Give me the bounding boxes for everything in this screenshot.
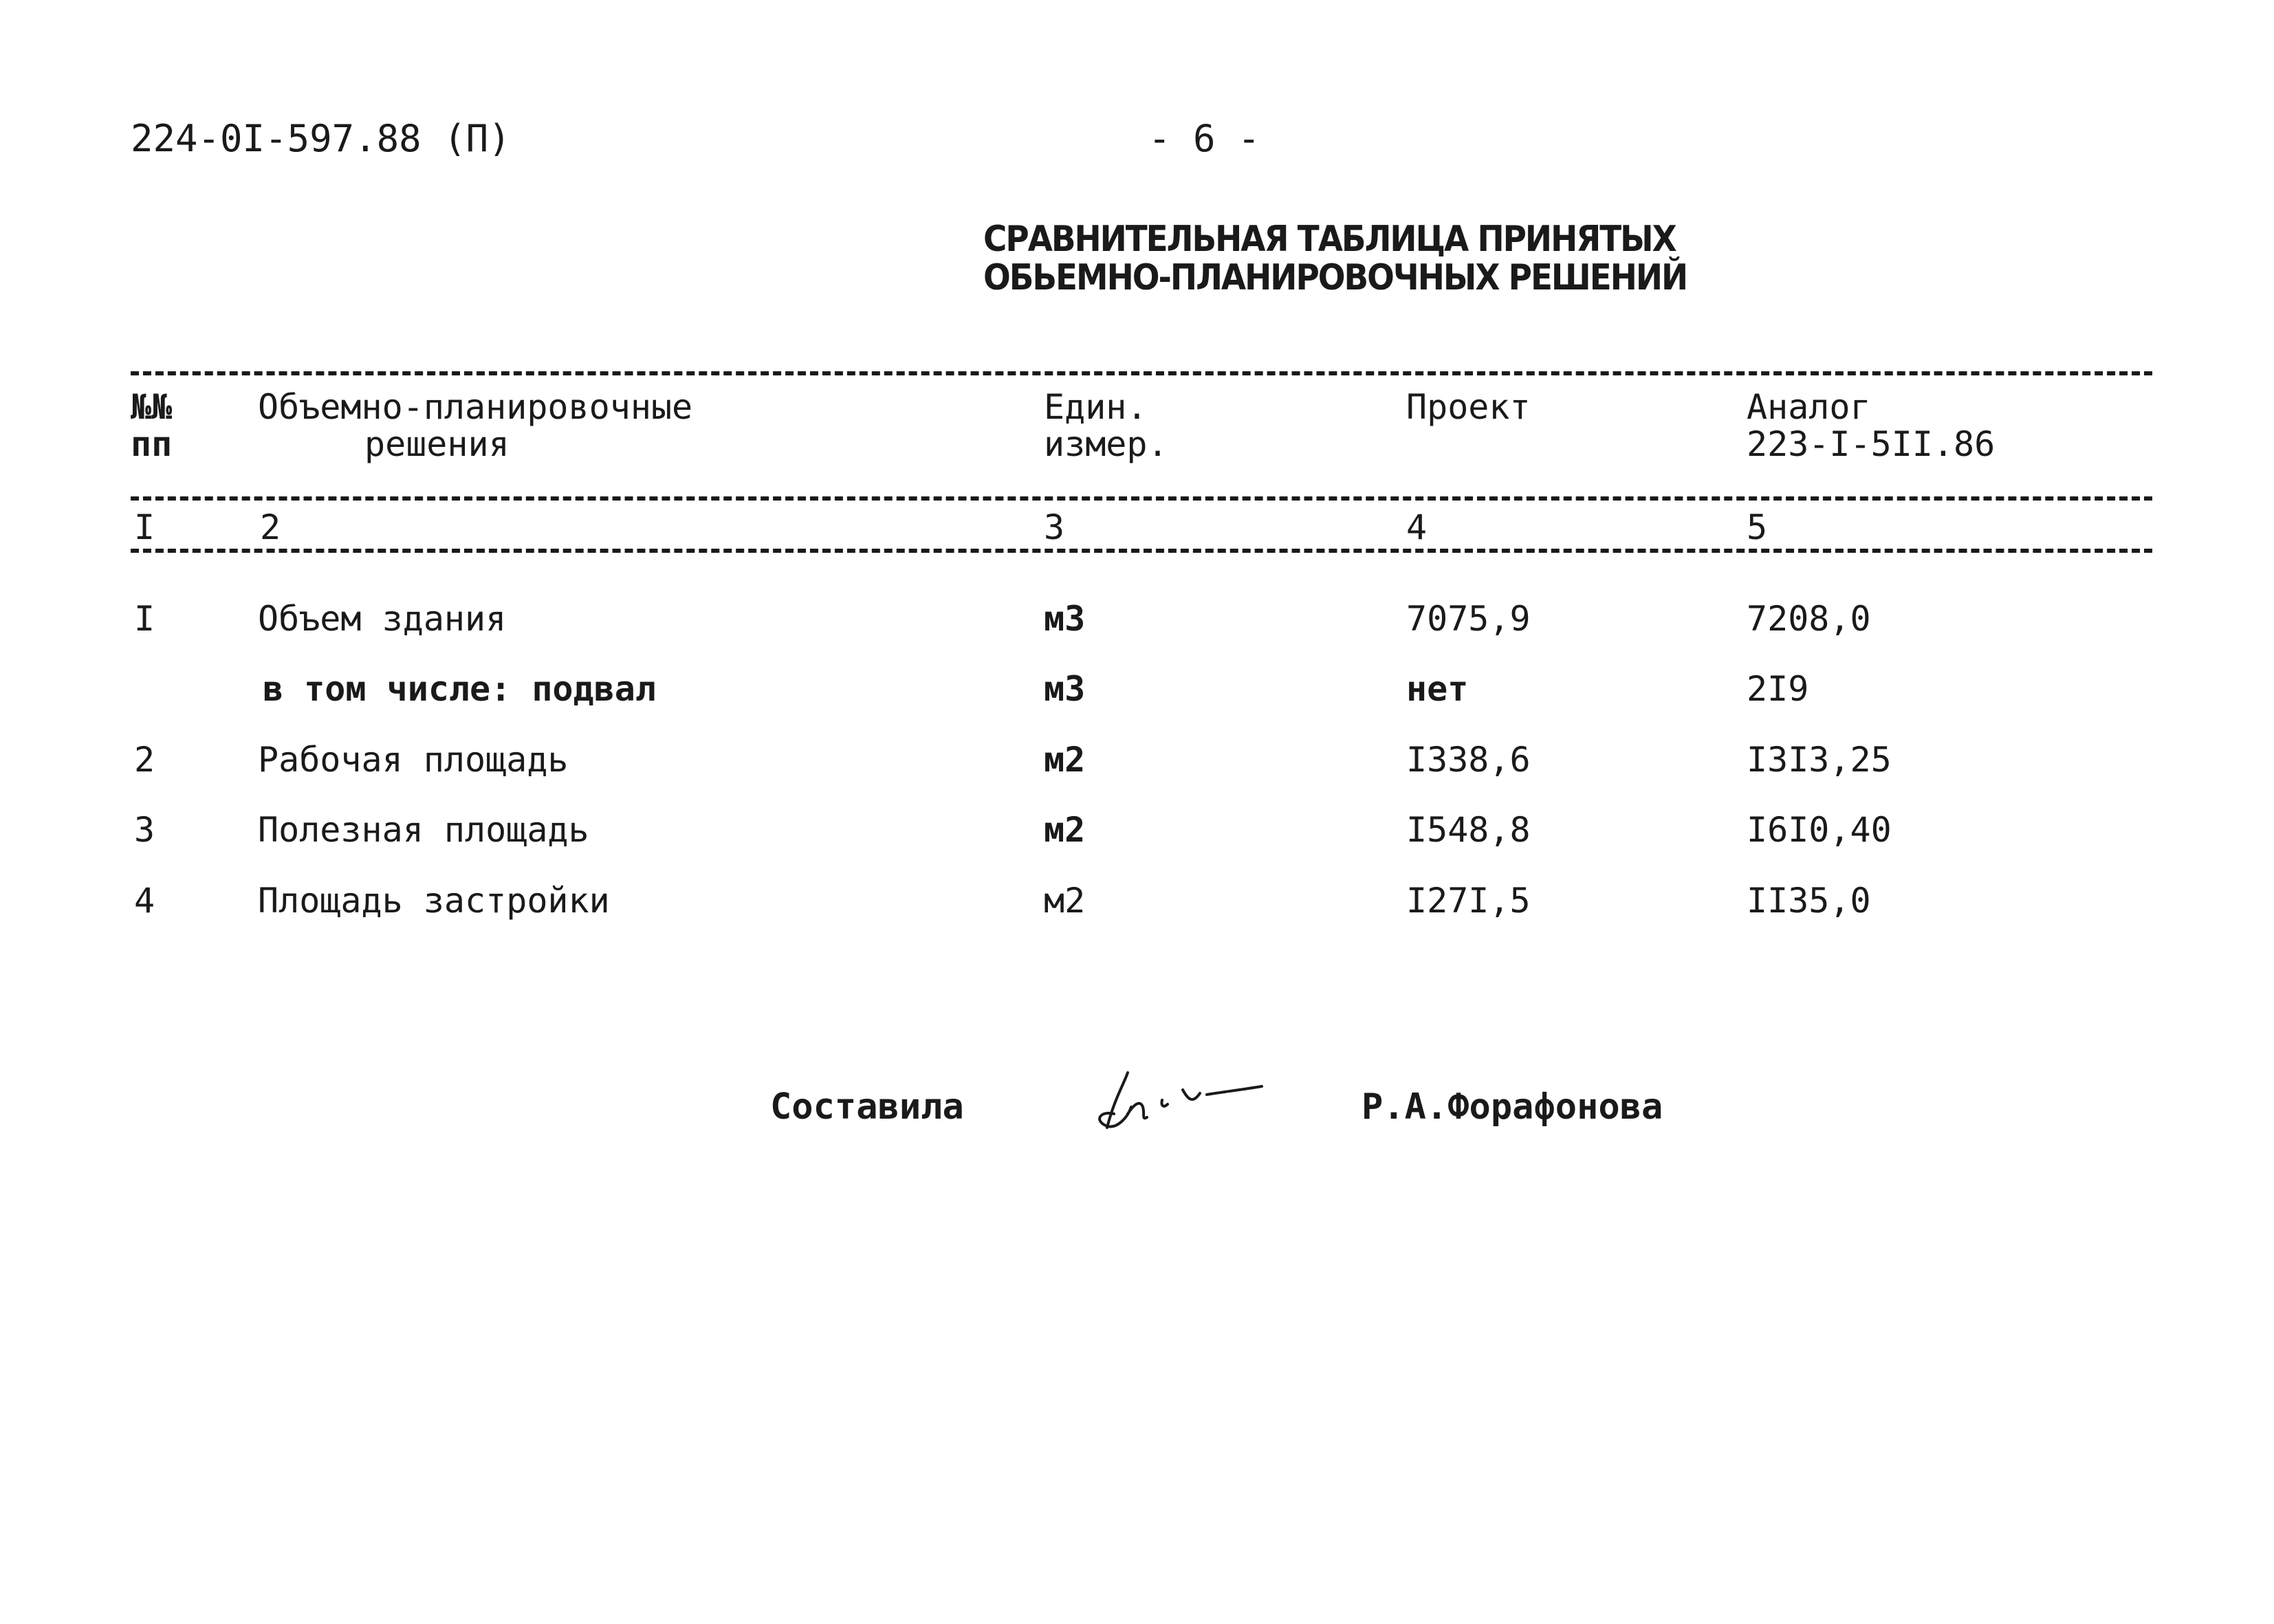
header-unit-line-2: измер.	[1044, 424, 1168, 464]
row-4-unit: м2	[1044, 881, 1086, 921]
table-title-line-1: СРАВНИТЕЛЬНАЯ ТАБЛИЦА ПРИНЯТЫХ	[983, 219, 1676, 260]
row-4-analog: II35,0	[1747, 881, 1871, 921]
header-description-line-2: решения	[364, 424, 510, 464]
header-num	[131, 388, 172, 463]
column-number-1: I	[134, 507, 155, 547]
header-unit-line-1: Един.	[1044, 387, 1148, 427]
header-description	[258, 388, 692, 463]
row-3-unit: м2	[1044, 810, 1086, 850]
table-top-rule	[131, 371, 2152, 375]
row-4-project: I27I,5	[1406, 881, 1531, 921]
row-2-project: I338,6	[1406, 740, 1531, 780]
signature-label: Составила	[770, 1086, 964, 1128]
column-number-5: 5	[1747, 507, 1768, 547]
row-2-description: Рабочая площадь	[258, 740, 569, 780]
column-numbers-rule	[131, 549, 2152, 553]
table-title-line-2: ОБЬЕМНО-ПЛАНИРОВОЧНЫХ РЕШЕНИЙ	[983, 257, 1687, 298]
row-3-description: Полезная площадь	[258, 810, 589, 850]
header-description-line-1: Объемно-планировочные	[258, 387, 693, 427]
row-2-unit: м2	[1044, 740, 1086, 780]
header-project: Проект	[1406, 387, 1531, 427]
row-4-description: Площадь застройки	[258, 881, 610, 921]
row-1a-analog: 2I9	[1747, 669, 1809, 709]
row-2-num: 2	[134, 740, 155, 780]
column-number-3: 3	[1044, 507, 1065, 547]
row-1-num: I	[134, 599, 155, 639]
header-analog-line-1: Аналог	[1747, 387, 1871, 427]
row-1-analog: 7208,0	[1747, 599, 1871, 639]
row-3-num: 3	[134, 810, 155, 850]
header-analog-line-2: 223-I-5II.86	[1747, 424, 1996, 464]
row-1a-project: нет	[1406, 669, 1469, 709]
header-num-line-2: пп	[131, 424, 173, 464]
signature-name: Р.А.Форафонова	[1362, 1086, 1663, 1128]
row-1-description: Объем здания	[258, 599, 507, 639]
handwritten-signature	[1086, 1052, 1265, 1141]
column-number-4: 4	[1406, 507, 1428, 547]
column-number-2: 2	[260, 507, 281, 547]
row-1-project: 7075,9	[1406, 599, 1531, 639]
page-number: - 6 -	[1148, 117, 1260, 160]
row-1-unit: м3	[1044, 599, 1086, 639]
document-code: 224-0I-597.88 (П)	[131, 117, 511, 160]
row-1a-unit: м3	[1044, 669, 1086, 709]
row-3-project: I548,8	[1406, 810, 1531, 850]
header-analog	[1747, 388, 1995, 463]
header-num-line-1: №№	[131, 387, 173, 427]
row-4-num: 4	[134, 881, 155, 921]
header-unit	[1044, 388, 1168, 463]
table-title	[983, 220, 1687, 297]
row-3-analog: I6I0,40	[1747, 810, 1892, 850]
row-1a-description: в том числе: подвал	[263, 669, 656, 709]
header-bottom-rule	[131, 496, 2152, 501]
row-2-analog: I3I3,25	[1747, 740, 1892, 780]
